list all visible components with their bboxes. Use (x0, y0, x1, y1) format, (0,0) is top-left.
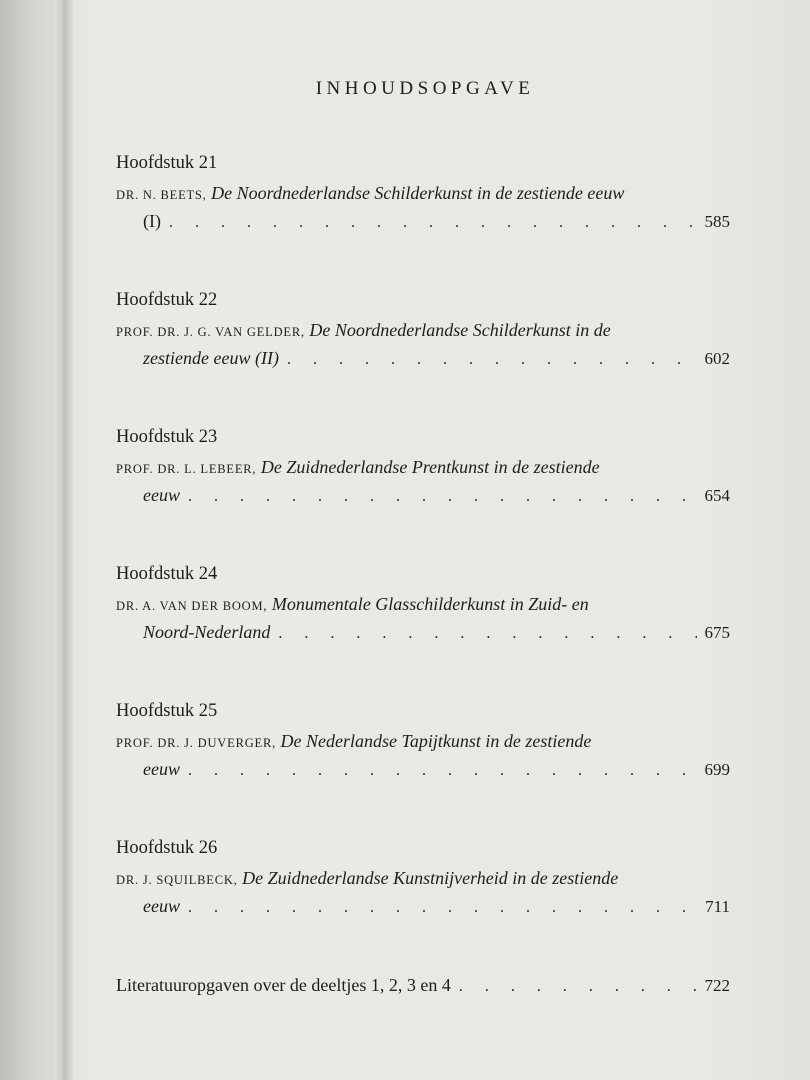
entry-title-line2: eeuw (143, 485, 180, 505)
entry-title-line1: Monumentale Glasschilderkunst in Zuid- en (271, 594, 589, 614)
entry-title-line2: eeuw (143, 759, 180, 779)
bibliography-label: Literatuuropgaven over de deeltjes 1, 2, 3 en 4 (116, 975, 451, 995)
toc-entry (116, 424, 730, 510)
entry-title-line1: De Noordnederlandse Schilderkunst in de (309, 320, 611, 340)
entry-description (116, 591, 730, 619)
chapter-label: Hoofdstuk 24 (116, 564, 218, 584)
entry-title-line2-row (116, 756, 730, 784)
author-name: PROF. DR. J. G. VAN GELDER, (116, 325, 305, 339)
dot-leader (188, 758, 697, 784)
entry-title-line1: De Nederlandse Tapijtkunst in de zestiende (280, 731, 592, 751)
entry-description (116, 317, 730, 345)
chapter-label: Hoofdstuk 25 (116, 701, 218, 721)
toc-final-entry (116, 972, 730, 1000)
dot-leader (188, 895, 697, 921)
entry-title-line2: eeuw (143, 896, 180, 916)
entry-description (116, 180, 730, 208)
toc-entry (116, 698, 730, 784)
entry-description (116, 728, 730, 756)
page-number: 585 (704, 212, 730, 231)
entry-title-line2: Noord-Nederland (143, 622, 271, 642)
table-of-contents (116, 150, 730, 1000)
entry-title-line2-row (116, 619, 730, 647)
author-name: PROF. DR. L. LEBEER, (116, 462, 257, 476)
entry-title-line2-row (116, 482, 730, 510)
author-name: DR. A. VAN DER BOOM, (116, 599, 268, 613)
entry-title-line2-row (116, 208, 730, 236)
entry-title-line1: De Noordnederlandse Schilderkunst in de zestiende eeuw (211, 183, 625, 203)
entry-description (116, 865, 730, 893)
chapter-label: Hoofdstuk 21 (116, 153, 218, 173)
page-number: 675 (704, 623, 730, 642)
page-heading: INHOUDSOPGAVE (315, 78, 535, 99)
toc-entry (116, 835, 730, 921)
facing-page-edge (0, 0, 54, 1080)
page-number: 722 (704, 976, 730, 995)
entry-title-line2-row (116, 345, 730, 373)
page-number: 711 (705, 897, 730, 916)
dot-leader (188, 484, 697, 510)
author-name: PROF. DR. J. DUVERGER, (116, 736, 277, 750)
toc-entry (116, 150, 730, 236)
entry-description (116, 454, 730, 482)
dot-leader (278, 621, 696, 647)
entry-title-line1: De Zuidnederlandse Prentkunst in de zestiende (260, 457, 600, 477)
author-name: DR. J. SQUILBECK, (116, 873, 238, 887)
page-number: 654 (704, 486, 730, 505)
author-name: DR. N. BEETS, (116, 188, 207, 202)
chapter-label: Hoofdstuk 23 (116, 427, 218, 447)
entry-title-line2-row (116, 893, 730, 921)
dot-leader (459, 974, 697, 1000)
toc-entry (116, 287, 730, 373)
dot-leader (287, 347, 697, 373)
chapter-label: Hoofdstuk 26 (116, 838, 218, 858)
dot-leader (169, 210, 697, 236)
toc-entry (116, 561, 730, 647)
entry-title-line2: zestiende eeuw (II) (143, 348, 279, 368)
page-number: 602 (704, 349, 730, 368)
chapter-label: Hoofdstuk 22 (116, 290, 218, 310)
page-number: 699 (704, 760, 730, 779)
page-gutter-shadow (52, 0, 74, 1080)
entry-title-line1: De Zuidnederlandse Kunstnijverheid in de zestiende (242, 868, 619, 888)
entry-title-line2: (I) (143, 211, 161, 231)
